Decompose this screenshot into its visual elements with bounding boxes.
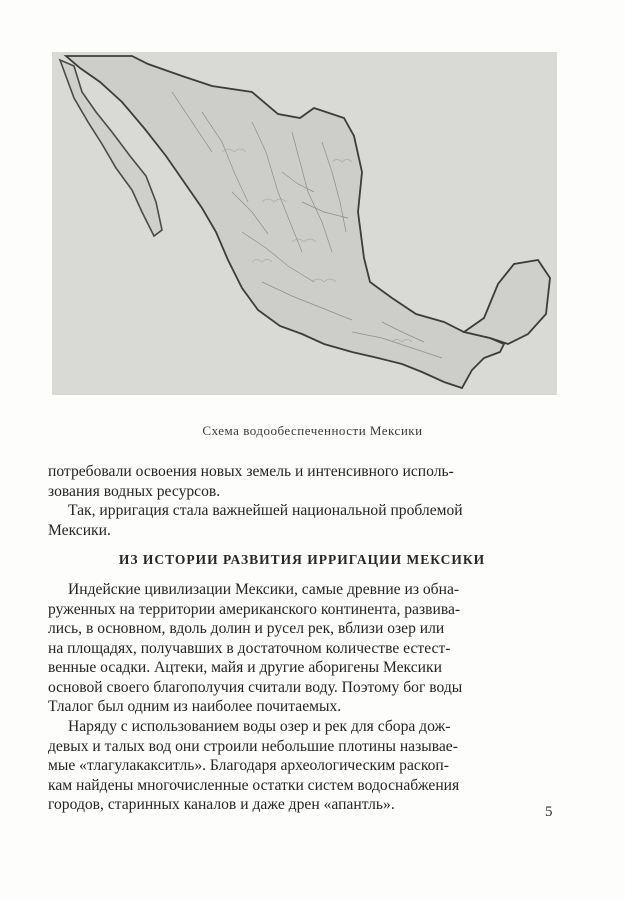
- text-line: Тлалог был одним из наиболее почитаемых.: [48, 698, 342, 715]
- text-line: Мексики.: [48, 521, 111, 539]
- text-line: лись, в основном, вдоль долин и русел рек, вблизи озер или: [48, 620, 445, 637]
- mexico-map-figure: [52, 52, 557, 395]
- text-line: венные осадки. Ацтеки, майя и другие аборигены Мексики: [48, 659, 442, 676]
- text-line: зования водных ресурсов.: [48, 482, 221, 500]
- text-line: руженных на территории американского континента, развива-: [48, 600, 461, 618]
- text-line: мые «тлагулакакситль». Благодаря археологическим раскоп-: [48, 757, 449, 774]
- paragraph-1: [48, 462, 556, 501]
- text-line: на площадях, получавших в достаточном количестве естест-: [48, 639, 451, 657]
- text-line: кам найдены многочисленные остатки систем водоснабжения: [48, 776, 460, 794]
- paragraph-2: [48, 501, 556, 540]
- text-line: Наряду с использованием воды озер и рек для сбора дож-: [68, 718, 451, 735]
- mexico-map-image: [52, 52, 557, 395]
- text-line: основой своего благополучия считали воду. Поэтому бог воды: [48, 678, 463, 696]
- paragraph-3: [48, 580, 556, 717]
- text-line: городов, старинных каналов и даже дрен «апантль».: [48, 796, 395, 813]
- paragraph-4: [48, 717, 556, 815]
- text-line: Индейские цивилизации Мексики, самые древние из обна-: [68, 581, 460, 598]
- figure-caption: Схема водообеспеченности Мексики: [202, 423, 423, 438]
- section-heading: ИЗ ИСТОРИИ РАЗВИТИЯ ИРРИГАЦИИ МЕКСИКИ: [118, 552, 486, 567]
- text-line: потребовали освоения новых земель и интенсивного исполь-: [48, 463, 454, 480]
- page-number: 5: [545, 804, 553, 820]
- text-line: Так, ирригация стала важнейшей национальной проблемой: [68, 502, 463, 519]
- text-line: девых и талых вод они строили небольшие плотины называе-: [48, 737, 458, 755]
